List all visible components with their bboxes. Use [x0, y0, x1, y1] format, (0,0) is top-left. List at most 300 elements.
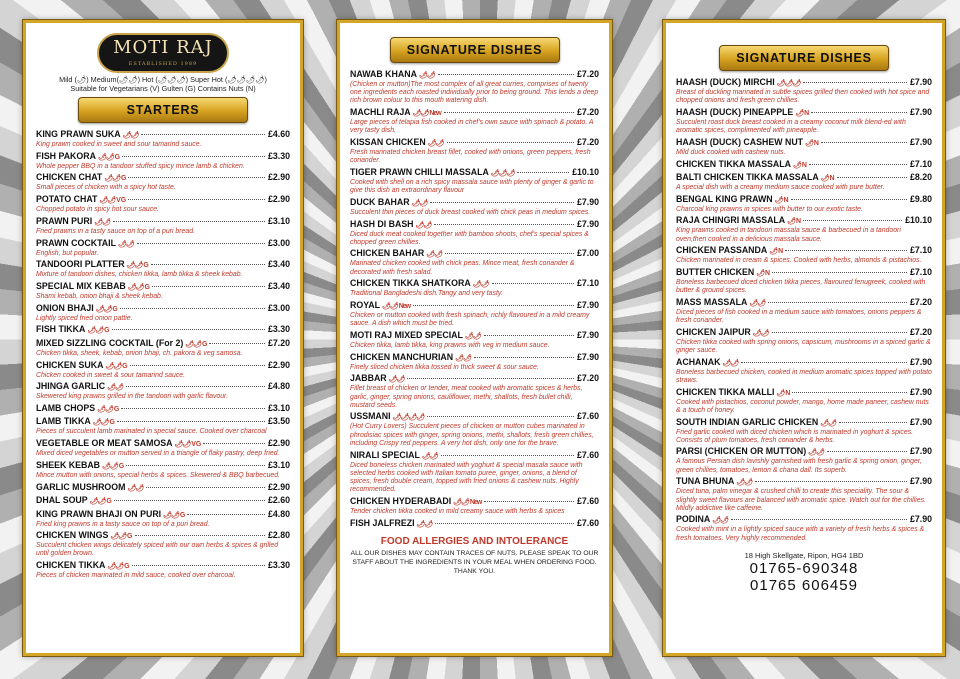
menu-item — [36, 560, 290, 580]
menu-item — [350, 137, 599, 165]
signature-panel-1 — [337, 20, 612, 656]
menu-item — [36, 172, 290, 192]
dish-price: £7.90 — [576, 300, 599, 311]
legend-line-1: Mild (🌶) Medium(🌶🌶) Hot (🌶🌶🌶) Super Hot (🌶🌶🌶🌶) — [59, 75, 267, 84]
leader-dots — [755, 481, 907, 482]
dish-description: Pieces of succulent lamb marinated in special sauce. Cooked over charcoal — [36, 428, 267, 436]
menu-item-row — [676, 357, 932, 369]
starters-panel — [23, 20, 303, 656]
menu-item-row — [676, 137, 932, 149]
menu-item — [676, 514, 932, 542]
dish-name: LAMB CHOPS — [36, 402, 96, 413]
dish-name: CHICKEN MANCHURIAN — [350, 351, 454, 362]
chilli-icon: 🌶 N — [776, 389, 790, 397]
dish-description: Small pieces of chicken with a spicy hot taste. — [36, 184, 176, 192]
leader-dots — [209, 343, 265, 344]
dish-description: Succulent chicken wings delicately spiced with our own herbs & spices & grilled until golden brown. — [36, 542, 279, 558]
dish-name: CHICKEN TIKKA MASSALA — [676, 158, 792, 169]
menu-item — [676, 77, 932, 105]
phone-number-2: 01765 606459 — [750, 576, 858, 594]
chilli-icon: 🌶🌶 — [752, 329, 769, 337]
dish-name: KING PRAWN SUKA — [36, 129, 121, 139]
leader-dots — [434, 224, 574, 225]
dish-price: £2.90 — [267, 194, 290, 205]
chilli-icon: 🌶 N — [756, 270, 770, 278]
dish-description: Marinated chicken cooked with chick peas. Mince meat, fresh coriander & decorated with fresh salad. — [350, 260, 575, 276]
leader-dots — [135, 535, 265, 536]
menu-item-row — [350, 373, 599, 385]
chilli-icon: 🌶🌶🌶🌶 — [392, 414, 425, 422]
dish-description: English, but popular. — [36, 249, 99, 257]
dish-description: Chicken tikka cooked with spring onions, capsicum, mushrooms in a spiced garlic & ginger sauce. — [676, 338, 931, 355]
menu-item-row — [676, 194, 932, 206]
dish-description: King prawn cooked in sweet and sour tamarind sauce. — [36, 141, 202, 148]
menu-item-row — [36, 129, 290, 141]
leader-dots — [130, 365, 265, 366]
dish-description: Diced duck meat cooked together with bamboo shoots, chef's special spices & chopped green chillies. — [350, 230, 589, 246]
dish-name: HASH DI BASH — [350, 218, 414, 229]
menu-item-row — [36, 509, 290, 521]
menu-item — [36, 509, 290, 529]
menu-item-row — [350, 450, 599, 462]
dish-description: Cooked with pistachios, coconut powder, mango, home made paneer, cashew nuts & a touch of honey. — [676, 398, 929, 414]
dish-description: Boneless barbecued chicken, cooked in medium aromatic spices topped with potato straws. — [676, 368, 932, 384]
menu-item-row — [676, 417, 932, 429]
chilli-icon: 🌶 N — [774, 196, 788, 204]
dish-name: ONION BHAJI — [36, 302, 94, 313]
chilli-icon: 🌶🌶 — [712, 517, 728, 525]
chilli-icon: 🌶 N — [805, 139, 818, 147]
menu-item — [36, 360, 290, 380]
dish-description: Chicken tikka, sheek, kebab, onion bhaji, ch. pakora & veg samosa. — [36, 349, 243, 357]
leader-dots — [112, 329, 265, 330]
leader-dots — [821, 142, 907, 143]
dish-name: MACHLI RAJA — [350, 107, 411, 118]
dish-price: £2.90 — [267, 481, 290, 492]
dish-price: £4.80 — [267, 381, 290, 392]
chilli-icon: 🌶🌶 — [426, 251, 443, 259]
dish-description: Diced boneless chicken marinated with yoghurt & special masala sauce with selected herbs cooked with Italian tomato puree, ginger, onions, a blend of spices, fresh double cream, topped with fried onions & cashew nuts. Highly recommended. — [350, 461, 583, 494]
brand-established: ESTABLISHED 1989 — [128, 61, 198, 67]
leader-dots — [444, 112, 574, 113]
dish-name: JABBAR — [350, 373, 387, 384]
leader-dots — [151, 264, 265, 265]
menu-item-row — [36, 360, 290, 372]
chilli-icon: 🌶🌶 G — [95, 305, 117, 313]
menu-item — [36, 151, 290, 171]
chilli-icon: 🌶🌶🌶 — [776, 80, 801, 87]
leader-dots — [839, 422, 907, 423]
dish-description: A famous Persian dish lavishly garnished with fresh garlic & spring onion, ginger, green chillies, tomatoes, lemon & chana dall. Its superb. — [676, 458, 922, 474]
dish-price: £7.60 — [576, 411, 599, 422]
menu-item-row — [676, 267, 932, 279]
menu-item — [676, 387, 932, 415]
chilli-icon: 🌶🌶 — [411, 199, 428, 207]
dish-description: Diced tuna, palm vinegar & crushed chilli to create this speciality. The sour & slightly sweet flavours are balanced with aromatic spice. Watch out for the chillies. Mildly addictive like caffeine. — [676, 488, 926, 512]
menu-item — [676, 215, 932, 243]
dish-price: £8.20 — [909, 172, 932, 183]
dish-price: £2.80 — [267, 530, 290, 541]
menu-item-row — [36, 259, 290, 271]
menu-item — [676, 476, 932, 513]
leader-dots — [492, 283, 574, 284]
dish-price: £3.10 — [267, 402, 290, 413]
menu-item-row — [36, 238, 290, 250]
dish-name: SPECIAL MIX KEBAB — [36, 280, 126, 291]
dish-name: KING PRAWN BHAJI ON PURI — [36, 508, 162, 519]
dish-price: £7.90 — [909, 136, 932, 147]
dish-name: HAASH (DUCK) PINEAPPLE — [676, 106, 794, 117]
leader-dots — [128, 177, 265, 178]
leader-dots — [435, 523, 574, 524]
leader-dots — [768, 302, 907, 303]
leader-dots — [187, 514, 265, 515]
menu-item-row — [350, 496, 599, 508]
leader-dots — [141, 134, 265, 135]
menu-item — [676, 446, 932, 474]
menu-item — [36, 129, 290, 149]
dish-description: Mild duck cooked with cashew nuts. — [676, 148, 786, 156]
dish-name: CHICKEN CHAT — [36, 172, 103, 183]
chilli-icon: 🌶🌶 New — [412, 110, 441, 118]
leader-dots — [809, 164, 907, 165]
menu-item — [676, 297, 932, 325]
menu-item — [350, 69, 599, 106]
dish-name: HAASH (DUCK) CASHEW NUT — [676, 136, 804, 147]
dish-price: £7.90 — [909, 416, 932, 427]
chilli-icon: 🌶🌶 — [94, 218, 110, 226]
dish-description: Succulent roast duck breast cooked in a creamy coconut milk blend-ed with aromatic spices, complimented with pineapple. — [676, 118, 906, 135]
dish-price: £10.10 — [905, 215, 932, 226]
dish-name: GARLIC MUSHROOM — [36, 481, 126, 492]
menu-item-row — [350, 330, 599, 342]
dish-name: PODINA — [676, 514, 711, 525]
chilli-icon: 🌶 N — [820, 175, 834, 183]
dish-name: TANDOORI PLATTER — [36, 259, 125, 270]
leader-dots — [827, 451, 907, 452]
leader-dots — [803, 220, 902, 221]
menu-item — [36, 238, 290, 258]
chilli-icon: 🌶🌶 G — [92, 419, 114, 427]
starters-list — [36, 129, 290, 580]
menu-item-row — [36, 482, 290, 494]
dish-name: CHICKEN TIKKA MALLI — [676, 386, 775, 397]
leader-dots — [792, 392, 907, 393]
chilli-icon: 🌶🌶 — [820, 419, 836, 427]
dish-name: JHINGA GARLIC — [36, 381, 106, 392]
chilli-icon: 🌶🌶 — [416, 520, 433, 528]
menu-item-row — [676, 514, 932, 526]
leader-dots — [132, 565, 265, 566]
menu-item — [36, 416, 290, 436]
dish-price: £3.10 — [267, 459, 290, 470]
dish-description: Finely sliced chicken tikka tossed in thick sweet & sour sauce. — [350, 363, 539, 371]
dish-price: £3.10 — [267, 215, 290, 226]
dish-price: £10.10 — [572, 166, 599, 177]
menu-item — [36, 281, 290, 301]
menu-item-row — [36, 460, 290, 472]
dish-price: £7.20 — [576, 373, 599, 384]
menu-item — [350, 330, 599, 350]
chilli-icon: 🌶🌶 G — [104, 175, 126, 183]
chilli-icon: 🌶🌶 G — [97, 405, 119, 413]
menu-item — [36, 438, 290, 458]
menu-item-row — [676, 77, 932, 89]
dish-price: £7.90 — [909, 514, 932, 525]
dish-name: ACHANAK — [676, 356, 721, 367]
menu-item-row — [36, 216, 290, 228]
dish-name: TIGER PRAWN CHILLI MASSALA — [350, 166, 489, 177]
dish-name: VEGETABLE OR MEAT SAMOSA — [36, 438, 173, 449]
menu-item-row — [676, 215, 932, 227]
menu-item — [350, 248, 599, 276]
menu-item — [36, 259, 290, 279]
dish-name: NIRALI SPECIAL — [350, 449, 420, 460]
chilli-icon: 🌶🌶 — [749, 299, 766, 307]
menu-item — [36, 460, 290, 480]
chilli-icon: 🌶🌶 — [736, 479, 753, 487]
dish-price: £3.00 — [267, 237, 290, 248]
dish-name: CHICKEN SUKA — [36, 359, 104, 370]
dish-price: £9.80 — [909, 193, 932, 204]
leader-dots — [517, 172, 569, 173]
brand-name: MOTI RAJ — [113, 37, 213, 58]
menu-item-row — [36, 495, 290, 507]
menu-item-row — [676, 172, 932, 184]
menu-item-row — [36, 194, 290, 206]
menu-item — [36, 530, 290, 558]
chilli-icon: 🌶🌶 New — [381, 303, 411, 311]
menu-item-row — [676, 297, 932, 309]
dish-description: Fried garlic cooked with diced chicken which is marinated in yoghurt & spices. Consists of plum tomatoes, fresh coriander & herbs. — [676, 428, 914, 444]
menu-item-row — [36, 338, 290, 350]
dish-description: Fillet breast of chicken or tender, meat cooked with aromatic spices & herbs, garlic, ginger, spring onions, cauliflower, methi, shallots, fresh bullet chilli, mustard seeds. — [350, 385, 583, 409]
chilli-icon: 🌶🌶 — [427, 140, 444, 148]
dish-description: Succulent thin pieces of duck breast cooked with chick peas in medium spices. — [350, 208, 591, 216]
chilli-icon: 🌶🌶 G — [110, 533, 132, 541]
chilli-icon: 🌶🌶 V G — [99, 197, 126, 205]
menu-item — [350, 197, 599, 217]
dish-price: £7.10 — [909, 245, 932, 256]
menu-item-row — [36, 303, 290, 315]
chilli-icon: 🌶 N — [793, 161, 806, 169]
leader-dots — [128, 199, 265, 200]
dish-name: BUTTER CHICKEN — [676, 267, 755, 278]
leader-dots — [741, 362, 907, 363]
leader-dots — [120, 308, 265, 309]
menu-item — [350, 167, 599, 195]
leader-dots — [474, 357, 574, 358]
dish-price: £7.20 — [576, 107, 599, 118]
dish-description: Tender chicken tikka cooked in mild creamy sauce with herbs & spices — [350, 507, 565, 515]
dish-name: MIXED SIZZLING COCKTAIL (For 2) — [36, 337, 184, 348]
menu-item-row — [350, 107, 599, 119]
menu-item — [676, 357, 932, 385]
chilli-icon: 🌶🌶 — [421, 452, 438, 460]
menu-item — [36, 338, 290, 358]
dish-description: (Chicken or mutton)The most complex of all great curries, comprises of twenty one ingredients each roasted individually prior to being ground. This lends a deep rich brown colour to this mouth watering dish. — [350, 81, 599, 105]
dish-price: £7.90 — [909, 446, 932, 457]
leader-dots — [811, 112, 907, 113]
dish-description: Traditional Bangladeshi dish.Tangy and very tasty. — [350, 290, 503, 298]
leader-dots — [137, 243, 265, 244]
menu-item-row — [350, 219, 599, 231]
legend-line-2: Suitable for Vegetarians (V) Gulten (G) Contains Nuts (N) — [70, 84, 256, 93]
dish-name: PRAWN COCKTAIL — [36, 237, 116, 248]
dish-price: £7.20 — [909, 296, 932, 307]
leader-dots — [126, 386, 265, 387]
dish-name: SHEEK KEBAB — [36, 459, 101, 470]
dish-price: £7.20 — [576, 137, 599, 148]
leader-dots — [484, 335, 574, 336]
leader-dots — [413, 305, 574, 306]
dish-price: £4.60 — [267, 129, 290, 139]
dish-description: Whole pepper BBQ in a tandoor stuffed spicy mince lamb & chicken. — [36, 162, 245, 170]
dish-description: Fried prawns in a tasty sauce on top of a puri bread. — [36, 227, 195, 235]
restaurant-address: 18 High Skellgate, Ripon, HG4 1BD — [744, 550, 864, 560]
chilli-icon: 🌶🌶 New — [453, 498, 482, 506]
menu-item — [676, 172, 932, 192]
dish-price: £3.40 — [267, 280, 290, 291]
dish-description: Mince mutton with onions, special herbs & spices. Skewered & BBQ barbecued. — [36, 471, 280, 479]
signature-heading-2: SIGNATURE DISHES — [719, 45, 889, 71]
dish-name: CHICKEN WINGS — [36, 530, 109, 541]
dish-name: KISSAN CHICKEN — [350, 137, 426, 148]
leader-dots — [113, 221, 265, 222]
dish-description: Charcoal king prawns in spices with butter to our exotic taste. — [676, 205, 863, 213]
leader-dots — [427, 416, 574, 417]
leader-dots — [447, 142, 574, 143]
leader-dots — [126, 465, 265, 466]
menu-item — [676, 194, 932, 214]
menu-item-row — [36, 281, 290, 293]
dish-price: £7.20 — [909, 326, 932, 337]
dish-description: Chicken marinated in cream & spices. Cooked with herbs, almonds & pistachios. — [676, 257, 922, 265]
dish-price: £7.10 — [909, 267, 932, 278]
menu-item-row — [350, 69, 599, 81]
menu-item — [350, 352, 599, 372]
menu-item — [676, 327, 932, 355]
dish-name: DHAL SOUP — [36, 495, 88, 506]
chilli-icon: 🌶🌶 — [122, 132, 139, 139]
dish-price: £2.90 — [267, 438, 290, 449]
dish-name: RAJA CHINGRI MASSALA — [676, 215, 786, 226]
dish-price: £7.10 — [576, 278, 599, 289]
phone-number-1: 01765-690348 — [749, 559, 859, 577]
dish-description: Mixed diced vegetables or mutton served in a triangle of flaky pastry, deep fried. — [36, 450, 280, 458]
menu-item-row — [676, 245, 932, 257]
dish-name: CHICKEN BAHAR — [350, 248, 425, 259]
dish-price: £7.90 — [576, 351, 599, 362]
dish-name: PRAWN PURI — [36, 215, 93, 226]
dish-price: £7.90 — [576, 218, 599, 229]
dish-description: Fried king prawns in a tasty sauce on top of a puri bread. — [36, 520, 210, 528]
dish-price: £3.40 — [267, 259, 290, 270]
dish-name: FISH TIKKA — [36, 324, 86, 335]
menu-item-row — [350, 197, 599, 209]
dish-name: POTATO CHAT — [36, 194, 98, 205]
chilli-icon: 🌶🌶 G — [126, 262, 148, 270]
signature-heading-1: SIGNATURE DISHES — [390, 37, 560, 63]
dish-name: USSMANI — [350, 411, 391, 422]
leader-dots — [785, 250, 907, 251]
menu-item — [350, 411, 599, 448]
leader-dots — [441, 455, 574, 456]
chilli-icon: 🌶🌶 — [117, 240, 134, 248]
dish-description: Diced pieces of fish cooked in a medium sauce with tomatoes, onions peppers & fresh coriander. — [676, 308, 922, 325]
menu-item — [36, 324, 290, 336]
chilli-icon: 🌶🌶 — [472, 281, 489, 289]
dish-name: FISH JALFREZI — [350, 517, 415, 528]
dish-price: £3.30 — [267, 324, 290, 335]
chilli-icon: 🌶🌶 G — [127, 283, 149, 291]
dish-price: £7.20 — [576, 69, 599, 79]
leader-dots — [146, 487, 265, 488]
dish-price: £7.90 — [909, 77, 932, 87]
chilli-icon: 🌶🌶 G — [107, 563, 129, 571]
dish-price: £7.10 — [909, 158, 932, 169]
dish-name: HAASH (DUCK) MIRCHI — [676, 77, 775, 87]
menu-item — [676, 107, 932, 135]
dish-price: £3.30 — [267, 560, 290, 571]
menu-item-row — [676, 387, 932, 399]
menu-item-row — [36, 324, 290, 336]
dish-name: MOTI RAJ MIXED SPECIAL — [350, 329, 463, 340]
chilli-icon: 🌶 N — [769, 248, 783, 256]
dish-name: ROYAL — [350, 300, 380, 311]
menu-item-row — [350, 352, 599, 364]
menu-item-row — [676, 446, 932, 458]
chilli-icon: 🌶🌶 V G — [174, 441, 201, 449]
chilli-icon: 🌶🌶 — [415, 221, 432, 229]
chilli-icon: 🌶🌶 G — [163, 511, 185, 519]
chilli-icon: 🌶🌶 — [808, 449, 824, 457]
chilli-icon: 🌶🌶 G — [97, 153, 120, 161]
menu-item-row — [36, 530, 290, 542]
dish-name: CHICKEN TIKKA — [36, 560, 106, 571]
brand-logo — [97, 33, 229, 73]
menu-item — [36, 381, 290, 401]
dish-price: £3.50 — [267, 416, 290, 427]
chilli-icon: 🌶🌶 — [722, 359, 739, 367]
dish-description: Chicken or mutton cooked with fresh spinach, richly flavoured in a mild creamy sauce. A dish which must be tried. — [350, 312, 590, 328]
leader-dots — [203, 443, 265, 444]
dish-price: £7.90 — [576, 196, 599, 207]
dish-description: A special dish with a creamy medium sauce cooked with pure butter. — [676, 184, 885, 192]
chilli-icon: 🌶🌶 G — [89, 498, 111, 506]
menu-item-row — [36, 151, 290, 163]
leader-dots — [407, 378, 574, 379]
menu-item — [676, 137, 932, 157]
dish-description: Skewered king prawns grilled in the tandoori with garlic flavour. — [36, 393, 229, 401]
dish-description: Boneless barbecued diced chicken tikka pieces, flavoured fenugreek, cooked with butter & ground spices. — [676, 279, 926, 295]
signature-panel-2 — [663, 20, 945, 656]
leader-dots — [121, 408, 265, 409]
dish-description: Fresh marinated chicken breast fillet, cooked with onions, green peppers, fresh coriander. — [350, 149, 591, 165]
menu-item — [36, 482, 290, 494]
chilli-icon: 🌶🌶 G — [185, 340, 207, 348]
chilli-icon: 🌶🌶 — [127, 484, 144, 492]
dish-name: TUNA BHUNA — [676, 476, 735, 487]
leader-dots — [438, 74, 574, 75]
dish-name: FISH PAKORA — [36, 150, 96, 161]
dish-description: (Hot Curry Lovers) Succulent pieces of chicken or mutton cubes marinated in phrodisiac spices with ginger, spring onions, methi, shallots, fresh green chillies, including Crispy red peppers. A very hot dish, only one for the brave. — [350, 423, 594, 447]
dish-name: DUCK BAHAR — [350, 196, 410, 207]
menu-item-row — [350, 167, 599, 179]
leader-dots — [117, 421, 265, 422]
menu-item-row — [676, 107, 932, 119]
leader-dots — [114, 500, 265, 501]
